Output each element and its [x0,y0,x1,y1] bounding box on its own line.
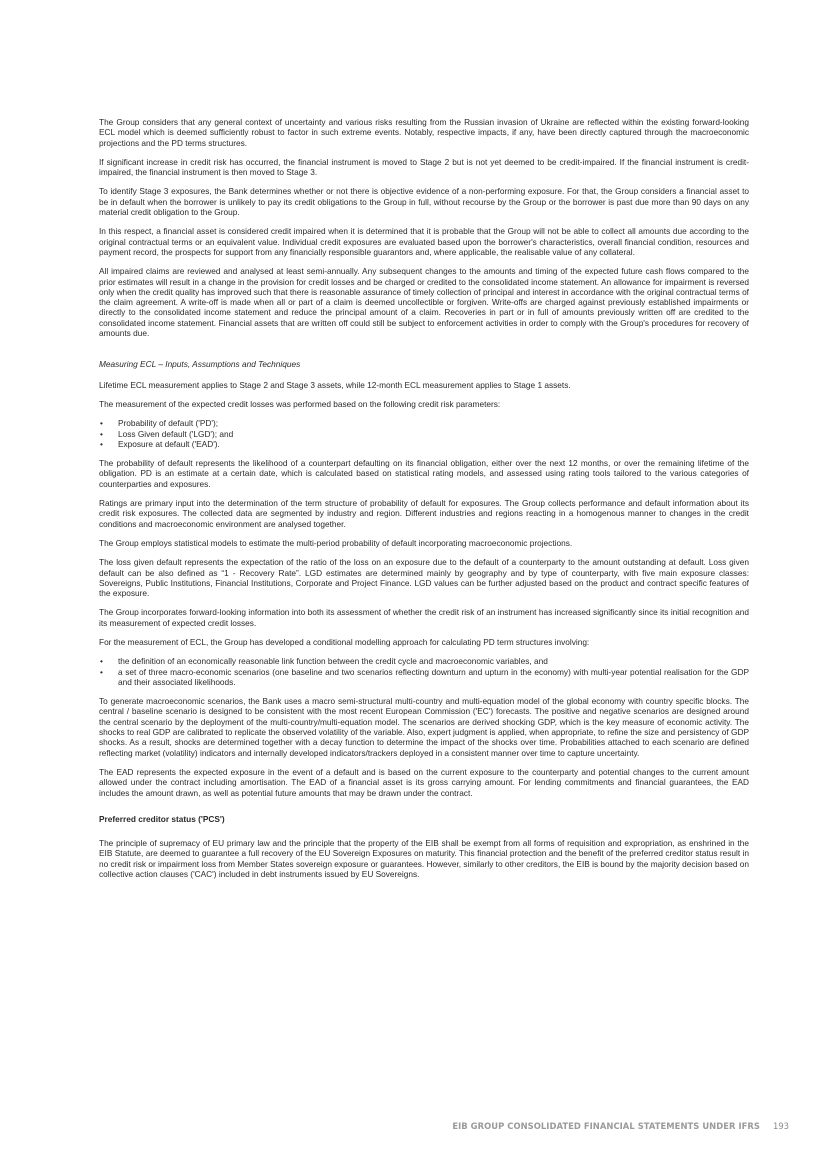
section-subheading-measuring-ecl: Measuring ECL – Inputs, Assumptions and Techniques [99,359,301,370]
paragraph-impaired-claims: All impaired claims are reviewed and analysed at least semi-annually. Any subsequent changes to the amounts and timing of the expected future cash flows compared to the prior estimates will result in a change in the provision for credit losses and be charged or credited to the consolidated income statement. An allowance for impairment is reversed only when the credit quality has improved such that there is reasonable assurance of timely collection of principal and interest in accordance with the original contractual terms of the claim agreement. A write-off is made when all or part of a claim is deemed uncollectible or forgiven. Write-offs are charged against previously established impairments or directly to the consolidated income statement and reduce the principal amount of a claim. Recoveries in part or in full of amounts previously written off are credited to the consolidated income statement. Financial assets that are written off could still be subject to enforcement activities in order to comply with the Group's procedures for recovery of amounts due. [99,266,749,339]
paragraph-forward-looking: The Group incorporates forward-looking information into both its assessment of whether the credit risk of an instrument has increased significantly since its initial recognition and its measurement of expected credit losses. [99,607,749,628]
modelling-approach-list [99,656,749,687]
list-item: • Exposure at default ('EAD'). [99,439,749,449]
paragraph-stage-2: If significant increase in credit risk has occurred, the financial instrument is moved to Stage 2 but is not yet deemed to be credit-impaired. If the financial instrument is credit-impaired, the financial instrument is then moved to Stage 3. [99,156,749,178]
page-number: 193 [773,1121,789,1131]
document-body [99,117,749,888]
paragraph-stage-3: To identify Stage 3 exposures, the Bank determines whether or not there is objective evidence of a non-performing exposure. For that, the Group considers a financial asset to be in default when the borrower is unlikely to pay its credit obligations to the Group in full, without recourse by the Group or the borrower is past due more than 90 days on any material credit obligation to the Group. [99,186,749,218]
list-item: • Probability of default ('PD'); [99,418,749,428]
paragraph-probability-of-default: The probability of default represents the likelihood of a counterpart defaulting on its financial obligation, either over the next 12 months, or over the remaining lifetime of the obligation. PD is an estimate at a certain date, which is calculated based on statistical rating models, and assessed using rating tools tailored to the various categories of counterparties and exposures. [99,458,749,489]
paragraph-lifetime-ecl: Lifetime ECL measurement applies to Stage 2 and Stage 3 assets, while 12-month ECL measurement applies to Stage 1 assets. [99,379,571,390]
paragraph-credit-risk-parameters: The measurement of the expected credit losses was performed based on the following credit risk parameters: [99,398,501,409]
list-item: • a set of three macro-economic scenarios (one baseline and two scenarios reflecting downturn and upturn in the economy) with multi-year potential realisation for the GDP and their associated likelihoods. [99,667,749,688]
paragraph-exposure-at-default: The EAD represents the expected exposure in the event of a default and is based on the current exposure to the counterparty and potential changes to the current amount allowed under the contract including amortisation. The EAD of a financial asset is its gross carrying amount. For lending commitments and financial guarantees, the EAD includes the amount drawn, as well as potential future amounts that may be drawn under the contract. [99,766,749,798]
paragraph-pcs: The principle of supremacy of EU primary law and the principle that the property of the EIB shall be exempt from all forms of requisition and expropriation, as enshrined in the EIB Statute, are deemed to guarantee a full recovery of the EU Sovereign Exposures on maturity. This financial protection and the benefit of the preferred creditor status result in no credit risk or impairment loss from Member States sovereign exposure or guarantees. However, similarly to other creditors, the EIB is bound by the majority decision based on collective action clauses ('CAC') included in debt instruments issued by EU Sovereigns. [99,838,749,880]
section-heading-pcs: Preferred creditor status ('PCS') [99,813,225,824]
paragraph-loss-given-default: The loss given default represents the expectation of the ratio of the loss on an exposure due to the default of a counterparty to the amount outstanding at default. Loss given default can be also defined as “1 - Recovery Rate”. LGD estimates are determined mainly by geography and by type of counterparty, with five main exposure classes: Sovereigns, Public Institutions, Financial Institutions, Corporate and Project Finance. LGD values can be further adjusted based on the product and contract specific features of the exposure. [99,557,749,599]
paragraph-russia-invasion: The Group considers that any general context of uncertainty and various risks resulting from the Russian invasion of Ukraine are reflected within the existing forward-looking ECL model which is deemed sufficiently robust to factor in such extreme events. Notably, respective impacts, if any, have been directly captured through the macroeconomic projections and the PD terms structures. [99,117,749,148]
list-item: • Loss Given default ('LGD'); and [99,429,749,439]
paragraph-statistical-models: The Group employs statistical models to estimate the multi-period probability of default incorporating macroeconomic projections. [99,537,573,548]
list-item: • the definition of an economically reasonable link function between the credit cycle and macroeconomic variables, and [99,656,749,666]
paragraph-credit-impaired: In this respect, a financial asset is considered credit impaired when it is determined that it is probable that the Group will not be able to collect all amounts due according to the original contractual terms or an equivalent value. Individual credit exposures are evaluated based upon the borrower's characteristics, overall financial condition, resources and payment record, the prospects for support from any financially responsible guarantors and, where applicable, the realisable value of any collateral. [99,226,749,257]
paragraph-ratings: Ratings are primary input into the determination of the term structure of probability of default for exposures. The Group collects performance and default information about its credit risk exposures. The collected data are segmented by industry and region. Different industries and regions reacting in a homogenous manner to changes in the credit conditions and macroeconomic environment are analysed together. [99,498,749,529]
footer-title: EIB GROUP CONSOLIDATED FINANCIAL STATEMENTS UNDER IFRS [452,1121,760,1131]
credit-risk-parameter-list [99,418,749,449]
page-footer [0,1121,789,1131]
paragraph-macroeconomic-scenarios: To generate macroeconomic scenarios, the Bank uses a macro semi-structural multi-country and multi-equation model of the global economy with country specific blocks. The central / baseline scenario is designed to be consistent with the most recent European Commission ('EC') forecasts. The positive and negative scenarios are designed around the central scenario by the deployment of the multi-country/multi-equation model. The scenarios are derived shocking GDP, which is the key measure of economic activity. The shocks to real GDP are calibrated to replicate the observed volatility of the variable. Also, expert judgment is applied, when appropriate, to refine the size and persistency of GDP shocks. As a result, shocks are determined together with a decay function to determine the impact of the shocks over time. Probabilities attached to each scenario are defined reflecting market (volatility) indicators and internally developed indicators/trackers deployed in a consistent manner over time to capture uncertainty. [99,696,749,758]
paragraph-conditional-modelling: For the measurement of ECL, the Group has developed a conditional modelling approach for calculating PD term structures involving: [99,636,590,647]
